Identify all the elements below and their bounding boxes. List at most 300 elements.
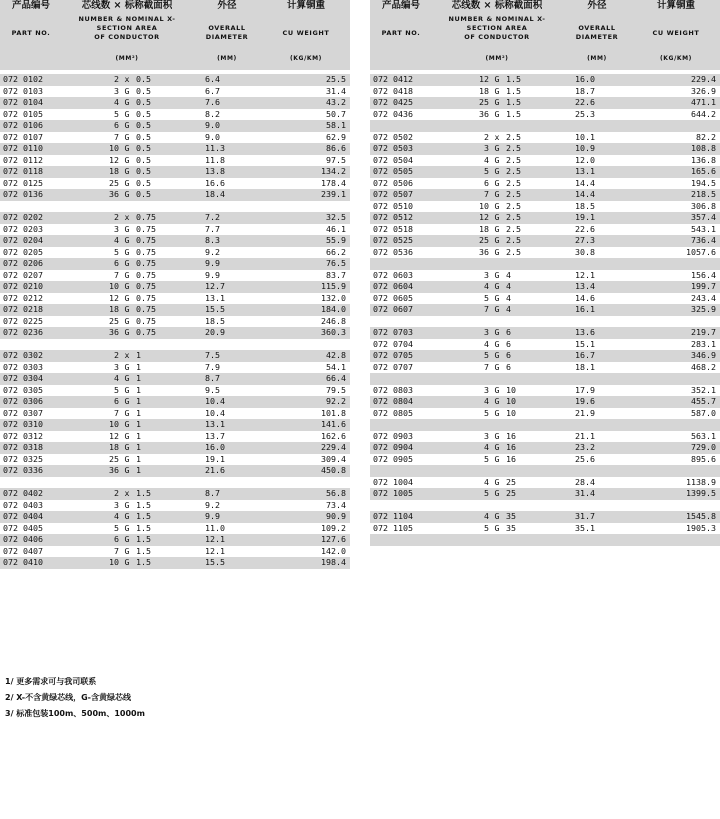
core-type-cell: G — [494, 430, 500, 441]
cross-section-cell: 0.5 — [136, 120, 151, 130]
cu-weight-cell: 1545.8 — [686, 511, 716, 521]
core-count-cell: 10 — [109, 143, 119, 153]
header-conductor-en-2: SECTION AREA — [96, 24, 158, 32]
cu-weight-cell: 543.1 — [691, 223, 716, 234]
table-row — [370, 132, 720, 144]
core-type-cell: G — [124, 315, 130, 326]
table-row — [370, 155, 720, 167]
table-row — [0, 488, 350, 500]
cross-section-cell: 0.5 — [136, 97, 151, 107]
part-no-cell: 072 0203 — [3, 223, 43, 234]
core-type-cell: G — [124, 269, 130, 280]
cu-weight-cell: 82.2 — [696, 131, 716, 142]
diameter-cell: 16.0 — [205, 442, 225, 452]
cu-weight-cell: 306.8 — [691, 200, 716, 211]
core-count-cell: 3 — [114, 85, 119, 96]
diameter-cell: 11.0 — [205, 522, 225, 533]
core-count-cell: 10 — [109, 557, 119, 567]
diameter-cell: 31.7 — [575, 511, 595, 521]
cu-weight-cell: 895.6 — [691, 453, 716, 464]
table-row — [0, 511, 350, 523]
core-count-cell: 5 — [484, 166, 489, 176]
part-no-cell: 072 0112 — [3, 154, 43, 165]
part-no-cell: 072 0105 — [3, 108, 43, 119]
table-row — [0, 431, 350, 443]
cu-weight-cell: 55.9 — [326, 235, 346, 245]
core-type-cell: G — [124, 545, 130, 556]
core-count-cell: 36 — [479, 246, 489, 257]
part-no-cell: 072 0325 — [3, 453, 43, 464]
cu-weight-cell: 54.1 — [326, 361, 346, 372]
part-no-cell: 072 0605 — [373, 292, 413, 303]
cross-section-cell: 2.5 — [506, 246, 521, 257]
core-type-cell: G — [124, 85, 130, 96]
cross-section-cell: 6 — [506, 338, 511, 349]
diameter-cell: 14.4 — [575, 177, 595, 188]
core-type-cell: G — [124, 407, 130, 418]
table-row — [0, 408, 350, 420]
header-weight-unit: (KG/KM) — [659, 55, 693, 62]
diameter-cell: 19.6 — [575, 396, 595, 406]
cu-weight-cell: 97.5 — [326, 154, 346, 165]
cu-weight-cell: 455.7 — [691, 396, 716, 406]
table-row — [0, 155, 350, 167]
cu-weight-cell: 1399.5 — [686, 488, 716, 498]
part-no-cell: 072 0405 — [3, 522, 43, 533]
part-no-cell: 072 0210 — [3, 281, 43, 291]
diameter-cell: 9.2 — [205, 499, 220, 510]
table-row — [370, 270, 720, 282]
core-count-cell: 4 — [484, 281, 489, 291]
core-type-cell: G — [124, 465, 130, 475]
diameter-cell: 31.4 — [575, 488, 595, 498]
diameter-cell: 21.1 — [575, 430, 595, 441]
table-row — [0, 373, 350, 385]
cross-section-cell: 2.5 — [506, 154, 521, 165]
part-no-cell: 072 0510 — [373, 200, 413, 211]
core-type-cell: G — [494, 269, 500, 280]
cu-weight-cell: 219.7 — [691, 327, 716, 337]
core-count-cell: 5 — [114, 108, 119, 119]
diameter-cell: 23.2 — [575, 442, 595, 452]
core-type-cell: G — [494, 361, 500, 372]
core-type-cell: G — [494, 442, 500, 452]
table-row — [0, 534, 350, 546]
cu-weight-cell: 109.2 — [321, 522, 346, 533]
core-type-cell: G — [494, 338, 500, 349]
core-type-cell: G — [124, 430, 130, 441]
cross-section-cell: 0.75 — [136, 281, 156, 291]
cu-weight-cell: 1905.3 — [686, 522, 716, 533]
diameter-cell: 15.1 — [575, 338, 595, 349]
cross-section-cell: 0.75 — [136, 235, 156, 245]
part-no-cell: 072 0306 — [3, 396, 43, 406]
core-type-cell: G — [124, 177, 130, 188]
header-part-no-cn: 产品编号 — [11, 0, 50, 11]
diameter-cell: 13.4 — [575, 281, 595, 291]
cross-section-cell: 16 — [506, 442, 516, 452]
core-count-cell: 3 — [484, 269, 489, 280]
table-row — [0, 385, 350, 397]
cu-weight-cell: 76.5 — [326, 258, 346, 268]
core-count-cell: 4 — [484, 154, 489, 165]
part-no-cell: 072 0410 — [3, 557, 43, 567]
table-row — [0, 178, 350, 190]
core-count-cell: 12 — [479, 74, 489, 84]
spacer-row — [370, 500, 720, 512]
diameter-cell: 16.0 — [575, 74, 595, 84]
diameter-cell: 22.6 — [575, 223, 595, 234]
part-no-cell: 072 0218 — [3, 304, 43, 314]
core-count-cell: 7 — [484, 361, 489, 372]
core-count-cell: 10 — [109, 419, 119, 429]
header-conductor-cn: 芯线数 × 标称截面积 — [81, 0, 173, 11]
core-count-cell: 25 — [109, 177, 119, 188]
diameter-cell: 7.6 — [205, 97, 220, 107]
part-no-cell: 072 0103 — [3, 85, 43, 96]
cross-section-cell: 1 — [136, 453, 141, 464]
core-count-cell: 36 — [109, 465, 119, 475]
cu-weight-cell: 79.5 — [326, 384, 346, 395]
part-no-cell: 072 0102 — [3, 74, 43, 84]
core-type-cell: G — [494, 407, 500, 418]
part-no-cell: 072 0202 — [3, 212, 43, 222]
part-no-cell: 072 0705 — [373, 350, 413, 360]
part-no-cell: 072 0307 — [3, 407, 43, 418]
part-no-cell: 072 0125 — [3, 177, 43, 188]
core-type-cell: G — [124, 419, 130, 429]
table-row — [0, 293, 350, 305]
cross-section-cell: 0.5 — [136, 154, 151, 165]
part-no-cell: 072 0525 — [373, 235, 413, 245]
header-conductor-unit: (MM²) — [485, 55, 509, 62]
diameter-cell: 18.4 — [205, 189, 225, 199]
part-no-cell: 072 0106 — [3, 120, 43, 130]
cu-weight-cell: 66.4 — [326, 373, 346, 383]
header-conductor-en-3: OF CONDUCTOR — [464, 33, 530, 41]
core-count-cell: 2 — [114, 350, 119, 360]
core-count-cell: 5 — [484, 292, 489, 303]
core-count-cell: 12 — [109, 430, 119, 441]
core-count-cell: 3 — [114, 223, 119, 234]
header-part-no-cn: 产品编号 — [381, 0, 420, 11]
core-count-cell: 36 — [109, 327, 119, 337]
part-no-cell: 072 0412 — [373, 74, 413, 84]
part-no-cell: 072 0318 — [3, 442, 43, 452]
part-no-cell: 072 0707 — [373, 361, 413, 372]
diameter-cell: 7.7 — [205, 223, 220, 234]
part-no-cell: 072 0804 — [373, 396, 413, 406]
core-type-cell: G — [494, 97, 500, 107]
header-conductor-unit: (MM²) — [115, 55, 139, 62]
table-row — [370, 431, 720, 443]
part-no-cell: 072 0518 — [373, 223, 413, 234]
diameter-cell: 21.6 — [205, 465, 225, 475]
core-count-cell: 36 — [479, 108, 489, 119]
core-count-cell: 5 — [484, 488, 489, 498]
header-conductor-en-3: OF CONDUCTOR — [94, 33, 160, 41]
table-row — [0, 281, 350, 293]
core-type-cell: G — [494, 292, 500, 303]
cu-weight-cell: 194.5 — [691, 177, 716, 188]
core-count-cell: 3 — [484, 430, 489, 441]
cross-section-cell: 6 — [506, 350, 511, 360]
spacer-row — [370, 373, 720, 385]
cu-weight-cell: 283.1 — [691, 338, 716, 349]
part-no-cell: 072 0302 — [3, 350, 43, 360]
cross-section-cell: 2.5 — [506, 166, 521, 176]
cross-section-cell: 0.5 — [136, 85, 151, 96]
cross-section-cell: 10 — [506, 384, 516, 395]
header-conductor-cn: 芯线数 × 标称截面积 — [451, 0, 543, 11]
table-row — [0, 465, 350, 477]
table-row — [0, 454, 350, 466]
cross-section-cell: 1.5 — [136, 511, 151, 521]
core-count-cell: 4 — [484, 442, 489, 452]
cu-weight-cell: 357.4 — [691, 212, 716, 222]
core-type-cell: x — [494, 131, 500, 142]
diameter-cell: 10.9 — [575, 143, 595, 153]
diameter-cell: 25.6 — [575, 453, 595, 464]
cross-section-cell: 1.5 — [136, 545, 151, 556]
table-row — [370, 189, 720, 201]
cross-section-cell: 1.5 — [506, 97, 521, 107]
table-row — [370, 396, 720, 408]
cu-weight-cell: 46.1 — [326, 223, 346, 234]
part-no-cell: 072 0406 — [3, 534, 43, 544]
core-count-cell: 18 — [109, 442, 119, 452]
cu-weight-cell: 66.2 — [326, 246, 346, 257]
cross-section-cell: 16 — [506, 430, 516, 441]
cross-section-cell: 0.5 — [136, 131, 151, 142]
core-count-cell: 4 — [484, 511, 489, 521]
cu-weight-cell: 32.5 — [326, 212, 346, 222]
table-row — [0, 189, 350, 201]
core-type-cell: G — [494, 384, 500, 395]
part-no-cell: 072 1004 — [373, 476, 413, 487]
core-count-cell: 36 — [109, 189, 119, 199]
header-diameter-en-2: DIAMETER — [575, 33, 619, 41]
cross-section-cell: 4 — [506, 292, 511, 303]
cu-weight-cell: 86.6 — [326, 143, 346, 153]
cross-section-cell: 1 — [136, 384, 141, 395]
table-row — [0, 270, 350, 282]
core-count-cell: 4 — [114, 511, 119, 521]
cross-section-cell: 0.75 — [136, 258, 156, 268]
core-count-cell: 10 — [109, 281, 119, 291]
cu-weight-cell: 58.1 — [326, 120, 346, 130]
core-count-cell: 3 — [484, 143, 489, 153]
core-type-cell: G — [494, 154, 500, 165]
table-row — [370, 350, 720, 362]
header-diameter-en-1: OVERALL — [578, 24, 616, 32]
core-type-cell: x — [124, 350, 130, 360]
cross-section-cell: 6 — [506, 327, 511, 337]
diameter-cell: 21.9 — [575, 407, 595, 418]
part-no-cell: 072 0236 — [3, 327, 43, 337]
spacer-row — [370, 120, 720, 132]
table-row — [370, 201, 720, 213]
cu-weight-cell: 243.4 — [691, 292, 716, 303]
core-type-cell: G — [124, 166, 130, 176]
cu-weight-cell: 101.8 — [321, 407, 346, 418]
cross-section-cell: 6 — [506, 361, 511, 372]
table-header-left — [0, 0, 350, 70]
header-diameter-en-1: OVERALL — [208, 24, 246, 32]
cu-weight-cell: 229.4 — [691, 74, 716, 84]
core-count-cell: 18 — [479, 223, 489, 234]
part-no-cell: 072 0425 — [373, 97, 413, 107]
header-weight-cn: 计算铜重 — [286, 0, 325, 11]
table-row — [370, 86, 720, 98]
core-count-cell: 7 — [114, 269, 119, 280]
cu-weight-cell: 346.9 — [691, 350, 716, 360]
diameter-cell: 28.4 — [575, 476, 595, 487]
cross-section-cell: 1.5 — [136, 534, 151, 544]
core-count-cell: 7 — [484, 189, 489, 199]
core-count-cell: 2 — [114, 488, 119, 498]
cross-section-cell: 25 — [506, 476, 516, 487]
core-count-cell: 7 — [114, 131, 119, 142]
cross-section-cell: 1 — [136, 419, 141, 429]
core-count-cell: 2 — [114, 212, 119, 222]
part-no-cell: 072 0604 — [373, 281, 413, 291]
part-no-cell: 072 1105 — [373, 522, 413, 533]
cross-section-cell: 0.75 — [136, 315, 156, 326]
core-type-cell: G — [124, 258, 130, 268]
cross-section-cell: 4 — [506, 281, 511, 291]
core-count-cell: 12 — [109, 154, 119, 165]
core-type-cell: G — [124, 120, 130, 130]
core-type-cell: G — [494, 522, 500, 533]
cross-section-cell: 2.5 — [506, 235, 521, 245]
cu-weight-cell: 43.2 — [326, 97, 346, 107]
header-conductor — [62, 0, 192, 42]
core-type-cell: G — [124, 499, 130, 510]
diameter-cell: 10.4 — [205, 396, 225, 406]
table-row — [0, 258, 350, 270]
cross-section-cell: 4 — [506, 304, 511, 314]
diameter-cell: 9.5 — [205, 384, 220, 395]
core-type-cell: G — [494, 350, 500, 360]
diameter-cell: 9.0 — [205, 131, 220, 142]
core-type-cell: G — [494, 223, 500, 234]
diameter-cell: 12.0 — [575, 154, 595, 165]
core-type-cell: G — [124, 304, 130, 314]
cross-section-cell: 0.75 — [136, 292, 156, 303]
core-type-cell: G — [124, 281, 130, 291]
part-no-cell: 072 0104 — [3, 97, 43, 107]
cu-weight-cell: 156.4 — [691, 269, 716, 280]
cross-section-cell: 1.5 — [136, 557, 151, 567]
core-type-cell: G — [124, 384, 130, 395]
cross-section-cell: 2.5 — [506, 200, 521, 211]
core-count-cell: 6 — [114, 534, 119, 544]
part-no-cell: 072 0805 — [373, 407, 413, 418]
table-row — [370, 454, 720, 466]
diameter-cell: 8.7 — [205, 373, 220, 383]
header-part-no — [370, 0, 432, 38]
cu-weight-cell: 92.2 — [326, 396, 346, 406]
diameter-cell: 12.7 — [205, 281, 225, 291]
cross-section-cell: 0.75 — [136, 269, 156, 280]
part-no-cell: 072 0303 — [3, 361, 43, 372]
cu-weight-cell: 352.1 — [691, 384, 716, 395]
footnotes — [5, 674, 145, 722]
cross-section-cell: 0.75 — [136, 304, 156, 314]
part-no-cell: 072 0503 — [373, 143, 413, 153]
diameter-cell: 20.9 — [205, 327, 225, 337]
cross-section-cell: 1 — [136, 407, 141, 418]
table-row — [0, 546, 350, 558]
table-body-left — [0, 74, 350, 569]
diameter-cell: 8.7 — [205, 488, 220, 498]
spacer-row — [0, 339, 350, 351]
spacer-row — [0, 477, 350, 489]
cross-section-cell: 0.5 — [136, 74, 151, 84]
core-count-cell: 6 — [114, 258, 119, 268]
diameter-cell: 35.1 — [575, 522, 595, 533]
table-row — [370, 247, 720, 259]
cu-weight-cell: 325.9 — [691, 304, 716, 314]
cu-weight-cell: 450.8 — [321, 465, 346, 475]
part-no-cell: 072 0402 — [3, 488, 43, 498]
core-type-cell: G — [124, 534, 130, 544]
diameter-cell: 12.1 — [205, 545, 225, 556]
diameter-cell: 16.7 — [575, 350, 595, 360]
header-conductor — [432, 0, 562, 42]
table-row — [370, 304, 720, 316]
cross-section-cell: 0.75 — [136, 212, 156, 222]
header-conductor-en-2: SECTION AREA — [466, 24, 528, 32]
cu-weight-cell: 115.9 — [321, 281, 346, 291]
part-no-cell: 072 1005 — [373, 488, 413, 498]
cu-weight-cell: 326.9 — [691, 85, 716, 96]
cu-weight-cell: 42.8 — [326, 350, 346, 360]
cu-weight-cell: 644.2 — [691, 108, 716, 119]
diameter-cell: 11.3 — [205, 143, 225, 153]
table-row — [370, 442, 720, 454]
table-row — [370, 523, 720, 535]
header-diameter-cn: 外径 — [217, 0, 237, 11]
diameter-cell: 9.0 — [205, 120, 220, 130]
cross-section-cell: 1.5 — [506, 74, 521, 84]
table-row — [0, 86, 350, 98]
core-type-cell: G — [494, 189, 500, 199]
cross-section-cell: 0.5 — [136, 177, 151, 188]
table-row — [370, 408, 720, 420]
part-no-cell: 072 0118 — [3, 166, 43, 176]
part-no-cell: 072 0403 — [3, 499, 43, 510]
part-no-cell: 072 0404 — [3, 511, 43, 521]
cross-section-cell: 0.75 — [136, 223, 156, 234]
cu-weight-cell: 1138.9 — [686, 476, 716, 487]
cu-weight-cell: 199.7 — [691, 281, 716, 291]
core-type-cell: G — [124, 453, 130, 464]
part-no-cell: 072 0136 — [3, 189, 43, 199]
cu-weight-cell: 471.1 — [691, 97, 716, 107]
table-row — [370, 74, 720, 86]
cross-section-cell: 16 — [506, 453, 516, 464]
table-row — [0, 362, 350, 374]
core-count-cell: 5 — [114, 384, 119, 395]
core-type-cell: G — [494, 304, 500, 314]
cross-section-cell: 2.5 — [506, 177, 521, 188]
part-no-cell: 072 0206 — [3, 258, 43, 268]
diameter-cell: 18.1 — [575, 361, 595, 372]
core-type-cell: G — [494, 85, 500, 96]
diameter-cell: 16.6 — [205, 177, 225, 188]
